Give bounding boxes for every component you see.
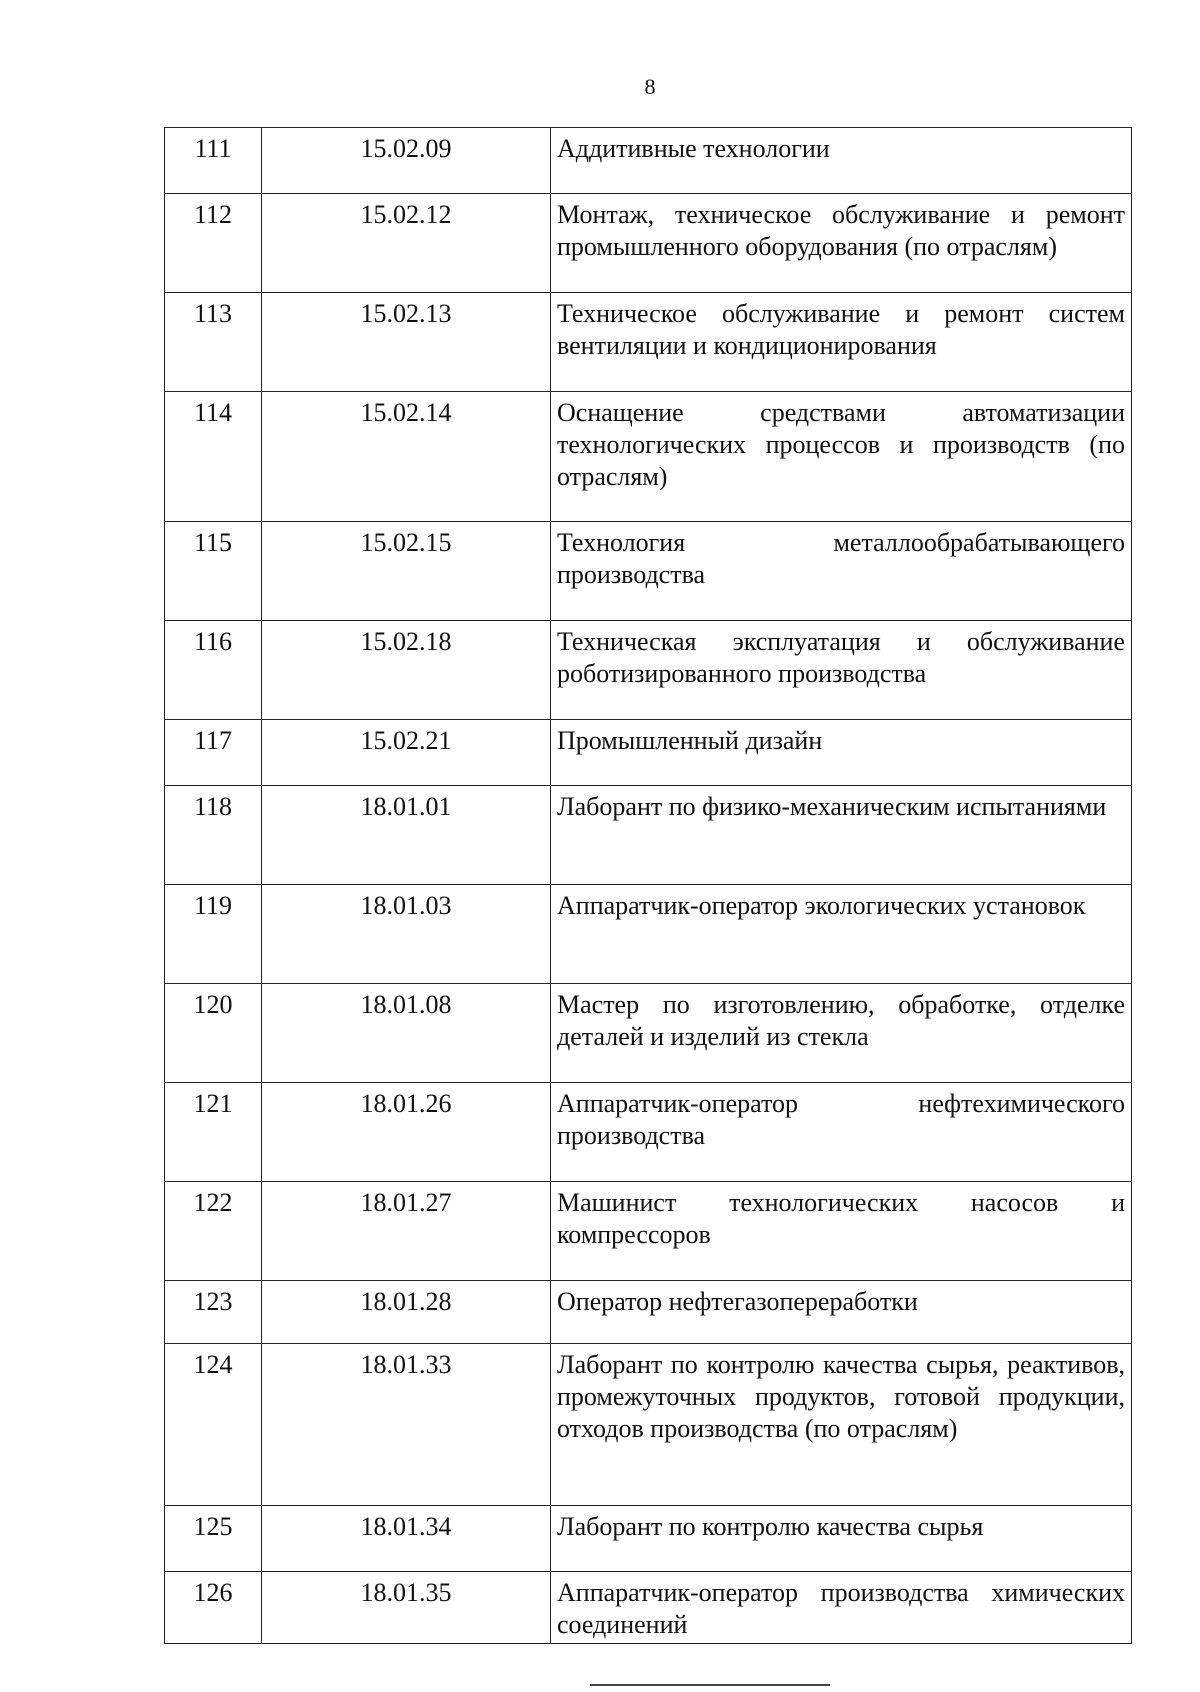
specialty-code-cell: 18.01.35 (262, 1572, 551, 1644)
specialty-name-cell: Машинист технологических насосов и компрессоров (551, 1182, 1132, 1281)
table-row (165, 984, 1132, 1083)
page-bottom-rule (590, 1684, 830, 1686)
specialty-code-cell: 18.01.28 (262, 1281, 551, 1344)
row-number-cell: 114 (165, 392, 262, 522)
specialty-name-cell: Лаборант по контролю качества сырья, реактивов, промежуточных продуктов, готовой продукции, отходов производства (по отраслям) (551, 1344, 1132, 1506)
specialty-code-cell: 18.01.03 (262, 885, 551, 984)
row-number-cell: 117 (165, 720, 262, 786)
specialty-name-cell: Аппаратчик-оператор экологических установок (551, 885, 1132, 984)
specialty-name-cell: Аддитивные технологии (551, 128, 1132, 194)
table-body (165, 128, 1132, 1644)
page-number: 8 (644, 74, 656, 99)
table-row (165, 786, 1132, 885)
table-row (165, 1572, 1132, 1644)
specialty-code-cell: 15.02.18 (262, 621, 551, 720)
specialty-name-cell: Оператор нефтегазопереработки (551, 1281, 1132, 1344)
specialties-table (164, 127, 1132, 1644)
specialty-name-cell: Монтаж, техническое обслуживание и ремонт промышленного оборудования (по отраслям) (551, 194, 1132, 293)
row-number-cell: 111 (165, 128, 262, 194)
row-number-cell: 121 (165, 1083, 262, 1182)
table-row (165, 128, 1132, 194)
table-row (165, 1083, 1132, 1182)
specialty-code-cell: 15.02.15 (262, 522, 551, 621)
specialty-name-cell: Аппаратчик-оператор нефтехимического производства (551, 1083, 1132, 1182)
table-row (165, 194, 1132, 293)
table-row (165, 522, 1132, 621)
specialty-code-cell: 18.01.33 (262, 1344, 551, 1506)
table-row (165, 885, 1132, 984)
row-number-cell: 118 (165, 786, 262, 885)
table-row (165, 621, 1132, 720)
row-number-cell: 124 (165, 1344, 262, 1506)
row-number-cell: 120 (165, 984, 262, 1083)
table-row (165, 1506, 1132, 1572)
table-row (165, 392, 1132, 522)
row-number-cell: 123 (165, 1281, 262, 1344)
row-number-cell: 122 (165, 1182, 262, 1281)
specialty-code-cell: 18.01.08 (262, 984, 551, 1083)
table-row (165, 720, 1132, 786)
table-row (165, 1344, 1132, 1506)
specialty-code-cell: 15.02.13 (262, 293, 551, 392)
specialty-name-cell: Технология металлообрабатывающего производства (551, 522, 1132, 621)
specialty-name-cell: Лаборант по физико-механическим испытаниями (551, 786, 1132, 885)
specialty-name-cell: Оснащение средствами автоматизации технологических процессов и производств (по отраслям) (551, 392, 1132, 522)
specialty-code-cell: 15.02.14 (262, 392, 551, 522)
specialty-code-cell: 18.01.26 (262, 1083, 551, 1182)
specialty-name-cell: Техническая эксплуатация и обслуживание роботизированного производства (551, 621, 1132, 720)
specialty-code-cell: 15.02.21 (262, 720, 551, 786)
row-number-cell: 125 (165, 1506, 262, 1572)
specialty-name-cell: Лаборант по контролю качества сырья (551, 1506, 1132, 1572)
specialty-name-cell: Техническое обслуживание и ремонт систем вентиляции и кондиционирования (551, 293, 1132, 392)
specialty-code-cell: 18.01.27 (262, 1182, 551, 1281)
row-number-cell: 115 (165, 522, 262, 621)
table-row (165, 1281, 1132, 1344)
row-number-cell: 119 (165, 885, 262, 984)
table-row (165, 293, 1132, 392)
row-number-cell: 112 (165, 194, 262, 293)
specialty-code-cell: 15.02.09 (262, 128, 551, 194)
specialty-code-cell: 15.02.12 (262, 194, 551, 293)
row-number-cell: 126 (165, 1572, 262, 1644)
specialty-name-cell: Мастер по изготовлению, обработке, отделке деталей и изделий из стекла (551, 984, 1132, 1083)
specialty-name-cell: Промышленный дизайн (551, 720, 1132, 786)
row-number-cell: 113 (165, 293, 262, 392)
specialty-name-cell: Аппаратчик-оператор производства химических соединений (551, 1572, 1132, 1644)
table-row (165, 1182, 1132, 1281)
specialty-code-cell: 18.01.01 (262, 786, 551, 885)
row-number-cell: 116 (165, 621, 262, 720)
specialty-code-cell: 18.01.34 (262, 1506, 551, 1572)
